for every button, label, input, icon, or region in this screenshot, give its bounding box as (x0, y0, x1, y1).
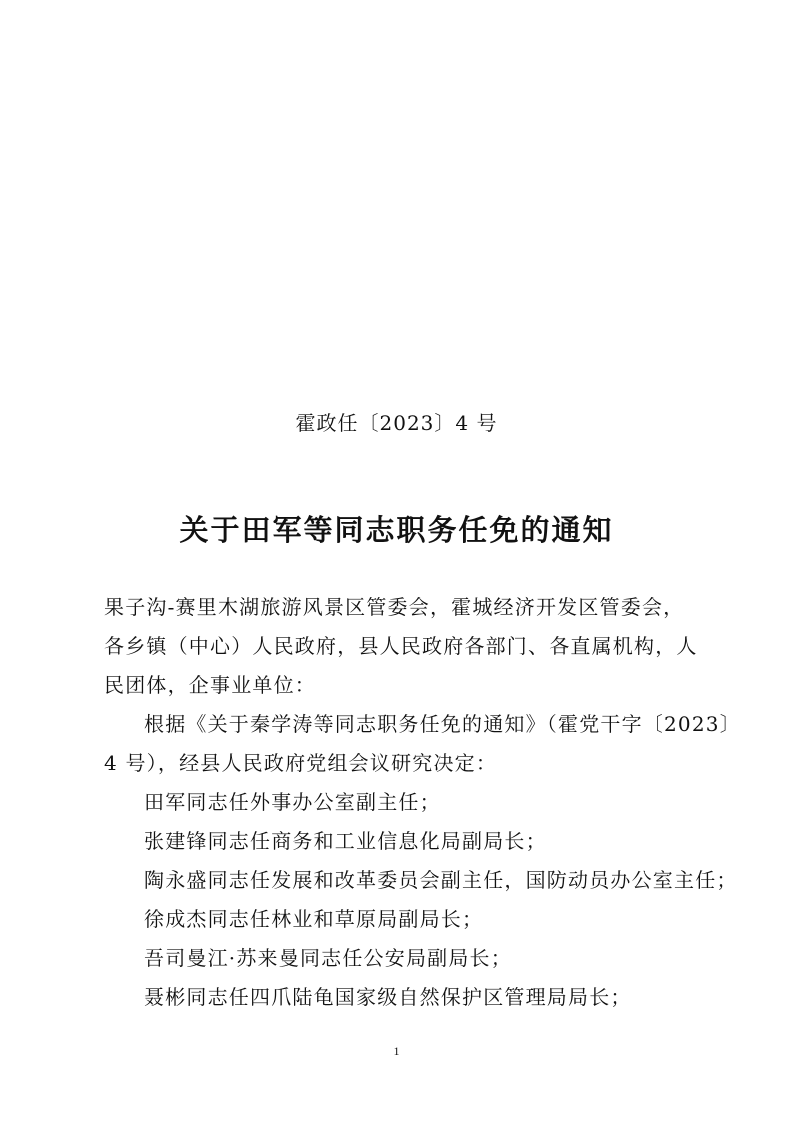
recipients-line: 各乡镇（中心）人民政府，县人民政府各部门、各直属机构，人 (104, 634, 698, 658)
document-body (104, 588, 741, 1017)
basis-line: 4 号），经县人民政府党组会议研究决定： (104, 751, 498, 775)
document-title: 关于田军等同志职务任免的通知 (179, 513, 614, 547)
appointment-item: 聂彬同志任四爪陆龟国家级自然保护区管理局局长； (144, 985, 632, 1009)
basis-line: 根据《关于秦学涛等同志职务任免的通知》（霍党干字〔2023〕 (144, 712, 741, 736)
recipients-line: 民团体，企事业单位： (104, 673, 316, 697)
page-number: 1 (393, 1044, 400, 1058)
appointment-item: 陶永盛同志任发展和改革委员会副主任，国防动员办公室主任； (144, 868, 738, 892)
appointment-item: 吾司曼江·苏来曼同志任公安局副局长； (144, 946, 512, 970)
appointment-item: 徐成杰同志任林业和草原局副局长； (144, 907, 484, 931)
recipients-line: 果子沟-赛里木湖旅游风景区管委会，霍城经济开发区管委会， (104, 595, 685, 619)
appointment-item: 田军同志任外事办公室副主任； (144, 790, 441, 814)
document-number: 霍政任〔2023〕4 号 (295, 411, 498, 435)
appointment-item: 张建锋同志任商务和工业信息化局副局长； (144, 829, 547, 853)
